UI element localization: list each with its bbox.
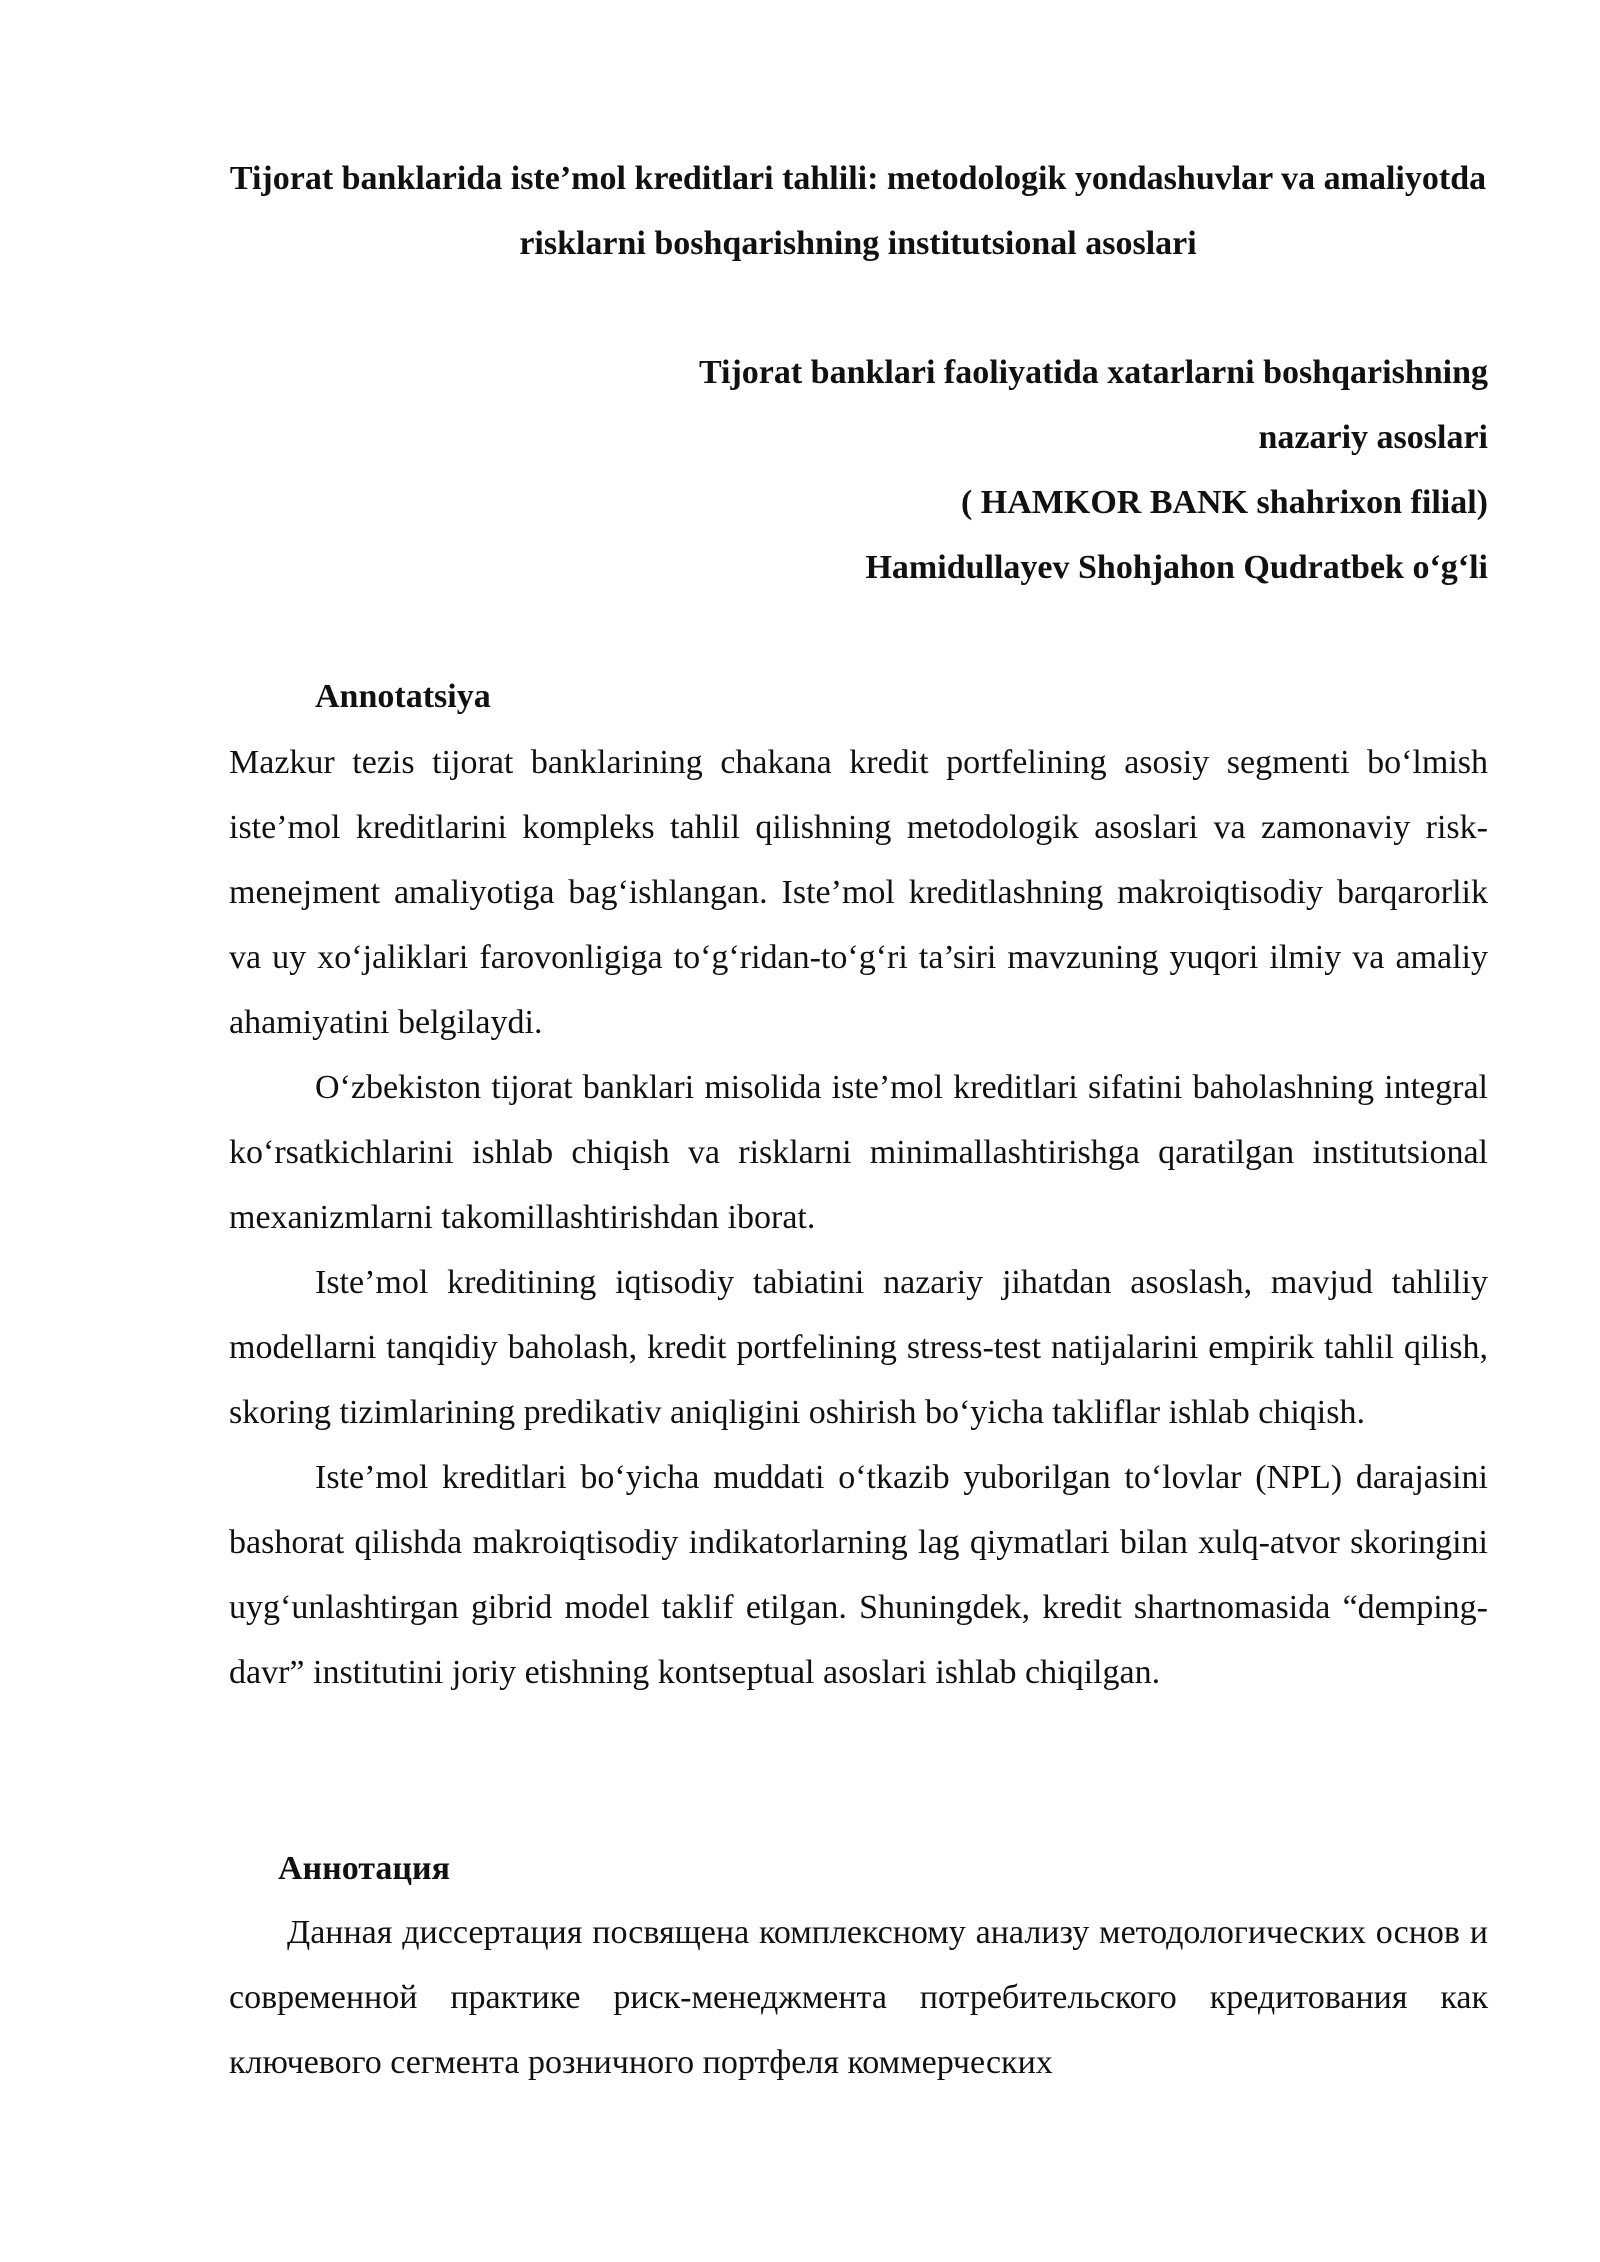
annotation-uz-paragraph: Mazkur tezis tijorat banklarining chakana kredit portfelining asosiy segmenti bo‘lmish iste’mol kreditlarini kompleks tahlil qilishning metodologik asoslari va zamonaviy risk-menejment amaliyotiga bag‘ishlangan. Iste’mol kreditlashning makroiqtisodiy barqarorlik va uy xo‘jaliklari farovonligiga to‘g‘ridan-to‘g‘ri ta’siri mavzuning yuqori ilmiy va amaliy ahamiyatini belgilaydi. [229,744,1488,1041]
subtitle-block [488,340,1488,600]
annotation-uz-heading: Annotatsiya [315,678,491,715]
annotation-ru-body [229,1900,1488,2095]
author-name: Hamidullayev Shohjahon Qudratbek o‘g‘li [865,549,1488,586]
annotation-ru-paragraph: Данная диссертация посвящена комплексному анализу методологических основ и современной практике риск-менеджмента потребительского кредитования как ключевого сегмента розничного портфеля коммерческих [229,1914,1488,2081]
annotation-uz-body [229,730,1488,1705]
paper-title: Tijorat banklarida iste’mol kreditlari tahlili: metodologik yondashuvlar va amaliyotda risklarni boshqarishning institutsional asoslari [229,160,1487,262]
annotation-uz-paragraph: Iste’mol kreditlari bo‘yicha muddati o‘tkazib yuborilgan to‘lovlar (NPL) darajasini bashorat qilishda makroiqtisodiy indikatorlarning lag qiymatlari bilan xulq-atvor skoringini uyg‘unlashtirgan gibrid model taklif etilgan. Shuningdek, kredit shartnomasida “demping-davr” institutini joriy etishning kontseptual asoslari ishlab chiqilgan. [229,1459,1488,1691]
subtitle-line: nazariy asoslari [1258,419,1488,456]
affiliation: ( HAMKOR BANK shahrixon filial) [960,484,1488,521]
annotation-uz-paragraph: O‘zbekiston tijorat banklari misolida iste’mol kreditlari sifatini baholashning integral ko‘rsatkichlarini ishlab chiqish va risklarni minimallashtirishga qaratilgan institutsional mexanizmlarni takomillashtirishdan iborat. [229,1069,1488,1236]
annotation-uz-paragraph: Iste’mol kreditining iqtisodiy tabiatini nazariy jihatdan asoslash, mavjud tahliliy modellarni tanqidiy baholash, kredit portfelining stress-test natijalarini empirik tahlil qilish, skoring tizimlarining predikativ aniqligini oshirish bo‘yicha takliflar ishlab chiqish. [229,1264,1488,1431]
annotation-ru-heading: Аннотация [278,1850,450,1887]
subtitle-line: Tijorat banklari faoliyatida xatarlarni boshqarishning [698,354,1488,391]
